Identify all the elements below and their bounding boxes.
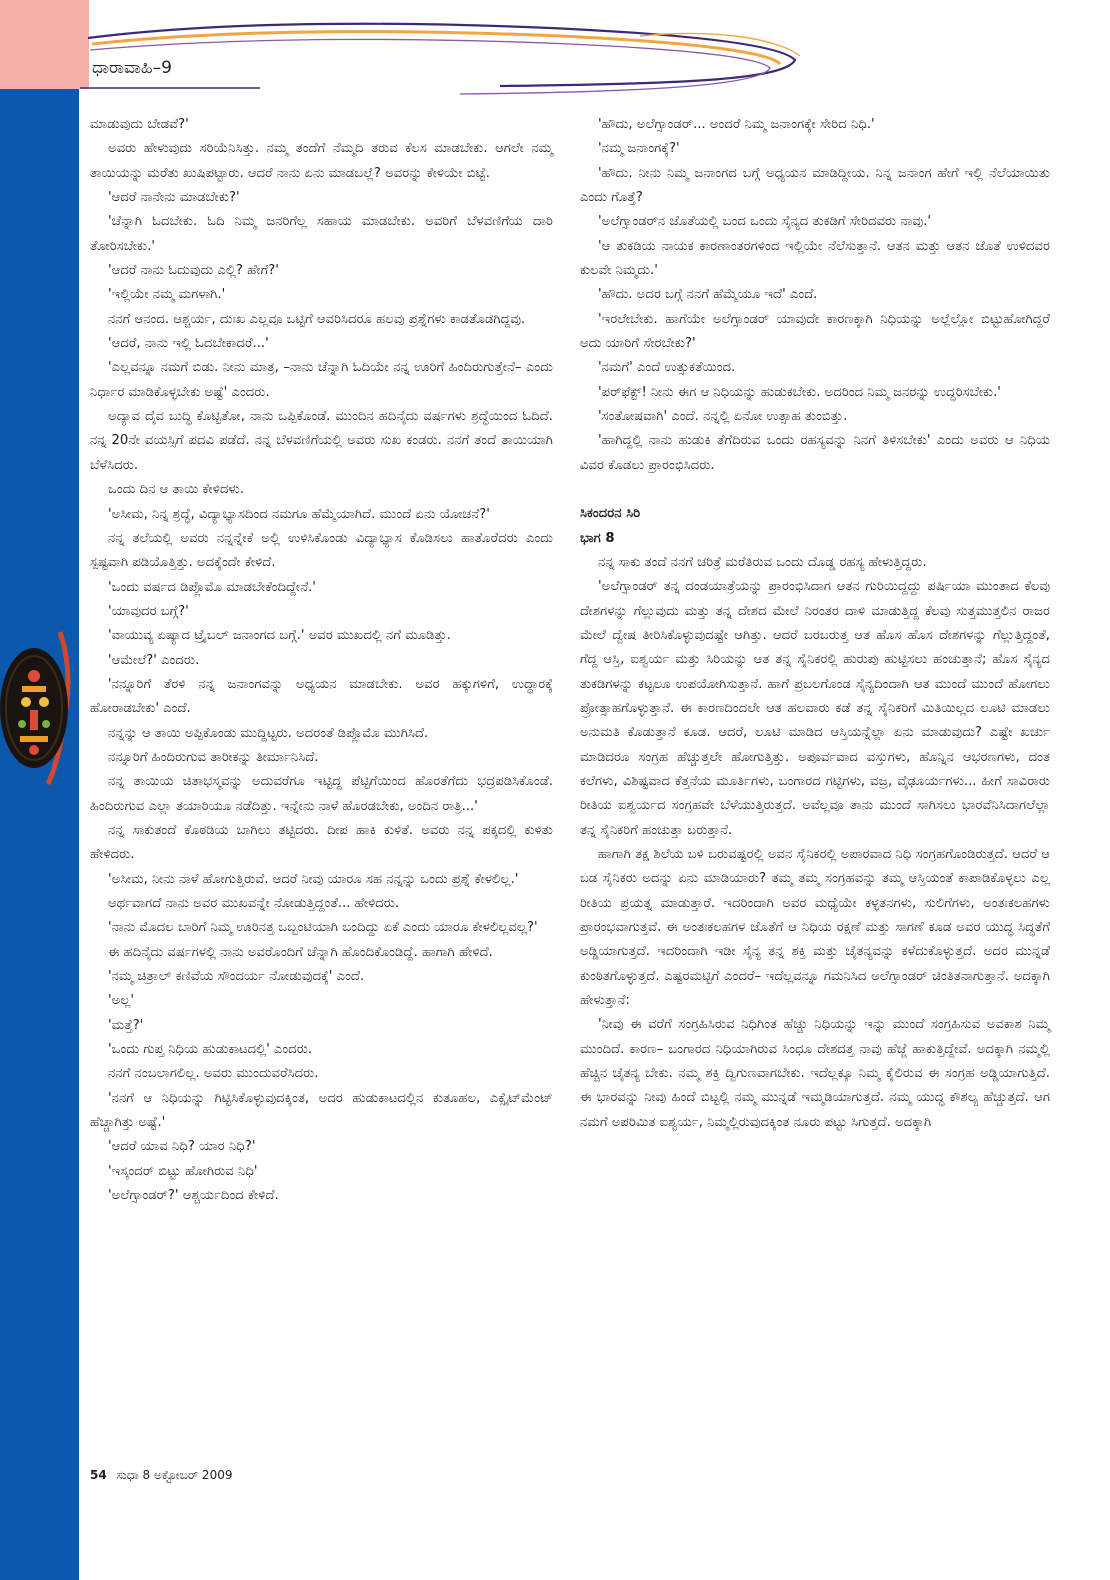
paragraph: 'ಹಾಗಿದ್ದಲ್ಲಿ ನಾನು ಹುಡುಕಿ ತೆಗೆದಿರುವ ಒಂದು ರಹಸ್ಯವನ್ನು ನಿನಗೆ ತಿಳಿಸಬೇಕು' ಎಂದು ಅವರು ಆ ನಿಧಿಯ ವಿವರ ಕೊಡಲು ಪ್ರಾರಂಭಿಸಿದರು. (580, 433, 1050, 473)
paragraph: 'ಆದರೆ ಯಾವ ನಿಧಿ? ಯಾರ ನಿಧಿ?' (108, 1139, 256, 1155)
page-footer (90, 1468, 232, 1483)
paragraph: ನನ್ನ ತಲೆಯಲ್ಲಿ ಅವರು ನನ್ನನ್ನೇಕೆ ಅಲ್ಲಿ ಉಳಿಸಿಕೊಂಡು ವಿದ್ಯಾಭ್ಯಾಸ ಕೊಡಿಸಲು ಹಾತೊರೆದರು ಎಂದು ಸ್ಪಷ್ಟವಾಗಿ ಪಡಿಯೊತ್ತಿತ್ತು. ಅದಕ್ಕೆಂದೇ ಕೇಳಿದೆ. (90, 530, 553, 571)
section-part: ಭಾಗ 8 (580, 530, 615, 546)
paragraph: 'ಅಸೀಮ, ನೀನು ನಾಳೆ ಹೋಗುತ್ತಿರುವೆ. ಆದರೆ ನೀವು ಯಾರೂ ಸಹ ನನ್ನನ್ನು ಒಂದು ಪ್ರಶ್ನೆ ಕೇಳಲಿಲ್ಲ.' (108, 871, 519, 887)
paragraph: 'ನನಗೆ ಆ ನಿಧಿಯನ್ನು ಗಿಟ್ಟಿಸಿಕೊಳ್ಳುವುದಕ್ಕಿಂತ, ಅದರ ಹುಡುಕಾಟದಲ್ಲಿನ ಕುತೂಹಲ, ಎಕ್ಸೈಟ್‌ಮೆಂಟ್ ಹೆಚ್ಚಾಗಿತ್ತು ಅಷ್ಟೆ.' (90, 1090, 553, 1131)
paragraph: ನನ್ನ ತಾಯಿಯ ಚಿತಾಭಸ್ಮವನ್ನು ಅದುವರೆಗೂ ಇಟ್ಟಿದ್ದ ಪೆಟ್ಟಿಗೆಯಿಂದ ಹೊರತೆಗೆದು ಭದ್ರಪಡಿಸಿಕೊಂಡೆ. ಹಿಂದಿರುಗುವ ಎಲ್ಲಾ ತಯಾರಿಯೂ ನಡೆದಿತ್ತು. ಇನ್ನೇನು ನಾಳೆ ಹೊರಡಬೇಕು, ಅಂದಿನ ರಾತ್ರಿ...' (90, 774, 553, 814)
page-number: 54 (90, 1468, 107, 1482)
paragraph: ಒಂದು ದಿನ ಆ ತಾಯಿ ಕೇಳಿದಳು. (108, 482, 245, 498)
paragraph: 'ಹೌದು. ನೀನು ನಿಮ್ಮ ಜನಾಂಗದ ಬಗ್ಗೆ ಅಧ್ಯಯನ ಮಾಡಿದ್ದೀಯ. ನಿನ್ನ ಜನಾಂಗ ಹೇಗೆ ಇಲ್ಲಿ ನೆಲೆಯಾಯಿತು ಎಂದು ಗೊತ್ತೆ? (580, 165, 1050, 206)
paragraph: 'ನನ್ನೂರಿಗೆ ತೆರಳಿ ನನ್ನ ಜನಾಂಗವನ್ನು ಅಧ್ಯಯನ ಮಾಡಬೇಕು. ಅವರ ಹಕ್ಕುಗಳಿಗೆ, ಉದ್ಧಾರಕ್ಕೆ ಹೋರಾಡಬೇಕು' ಎಂದೆ. (90, 676, 553, 717)
left-text-column (90, 113, 553, 1208)
paragraph: 'ಯಾವುದರ ಬಗ್ಗೆ?' (108, 603, 189, 619)
paragraph: ನನ್ನೂರಿಗೆ ಹಿಂದಿರುಗುವ ತಾರೀಕನ್ನು ತೀರ್ಮಾನಿಸಿದೆ. (108, 749, 319, 765)
paragraph: ನನಗೆ ನಂಬಲಾಗಲಿಲ್ಲ. ಅವರು ಮುಂದುವರೆಸಿದರು. (108, 1066, 319, 1082)
paragraph: 'ಇಸ್ಕಂದರ್ ಬಿಟ್ಟು ಹೋಗಿರುವ ನಿಧಿ' (108, 1163, 258, 1179)
paragraph: 'ಆ ತುಕಡಿಯ ನಾಯಕ ಕಾರಣಾಂತರಗಳಿಂದ ಇಲ್ಲಿಯೇ ನೆಲೆಸುತ್ತಾನೆ. ಆತನ ಮತ್ತು ಆತನ ಜೊತೆ ಉಳಿದವರ ಕುಲವೇ ನಿಮ್ಮದು.' (580, 238, 1050, 279)
paragraph: ನನ್ನ ಸಾಕುತಂದೆ ಕೊಠಡಿಯ ಬಾಗಿಲು ತಟ್ಟಿದರು. ದೀಪ ಹಾಕಿ ಕುಳಿತೆ. ಅವರು ನನ್ನ ಪಕ್ಕದಲ್ಲಿ ಕುಳಿತು ಹೇಳಿದರು. (90, 822, 553, 863)
paragraph: 'ಅಲೆಗ್ಸಾಂಡರ್‌ನ ಜೊತೆಯಲ್ಲಿ ಬಂದ ಒಂದು ಸೈನ್ಯದ ತುಕಡಿಗೆ ಸೇರಿದವರು ನಾವು.' (598, 214, 931, 230)
paragraph: 'ಒಂದು ವರ್ಷದ ಡಿಪ್ಲೊಮೊ ಮಾಡಬೇಕೆಂದಿದ್ದೇನೆ.' (108, 579, 316, 595)
paragraph: 'ಒಂದು ಗುಪ್ತ ನಿಧಿಯ ಹುಡುಕಾಟದಲ್ಲಿ' ಎಂದರು. (108, 1042, 313, 1058)
paragraph: 'ಆದರೆ ನಾನು ಓದುವುದು ಎಲ್ಲಿ? ಹೇಗೆ?' (108, 263, 279, 279)
paragraph: ನನಗೆ ಆನಂದ. ಆಶ್ಚರ್ಯ, ದುಃಖ ಎಲ್ಲವೂ ಒಟ್ಟಿಗೆ ಆವರಿಸಿದರೂ ಹಲವು ಪ್ರಶ್ನೆಗಳು ಕಾಡತೊಡಗಿದ್ದವು. (108, 311, 526, 327)
paragraph: 'ಇಲ್ಲಿಯೇ ನಮ್ಮ ಮಗಳಾಗಿ.' (108, 287, 226, 303)
issue-date: 8 ಅಕ್ಟೋಬರ್ 2009 (142, 1468, 233, 1482)
right-text-column (580, 113, 1050, 1135)
paragraph: 'ಅಲ್ಲ' (108, 993, 135, 1009)
paragraph: 'ಅಸೀಮ, ನಿನ್ನ ಶ್ರದ್ಧೆ, ವಿದ್ಯಾಭ್ಯಾಸದಿಂದ ನಮಗೂ ಹೆಮ್ಮೆಯಾಗಿದೆ. ಮುಂದೆ ಏನು ಯೋಚನೆ?' (108, 506, 490, 522)
paragraph: ಈ ಹದಿನೈದು ವರ್ಷಗಳಲ್ಲಿ ನಾನು ಅವರೊಂದಿಗೆ ಚೆನ್ನಾಗಿ ಹೊಂದಿಕೊಂಡಿದ್ದೆ. ಹಾಗಾಗಿ ಹೇಳಿದೆ. (108, 944, 493, 960)
paragraph: 'ಮತ್ತೆ?' (108, 1017, 144, 1033)
paragraph: 'ಚೆನ್ನಾಗಿ ಓದಬೇಕು. ಓದಿ ನಿಮ್ಮ ಜನರಿಗೆಲ್ಲ ಸಹಾಯ ಮಾಡಬೇಕು. ಅವರಿಗೆ ಬೆಳವಣಿಗೆಯ ದಾರಿ ತೋರಿಸಬೇಕು.' (90, 214, 553, 254)
right-column-part-b (580, 551, 1050, 1135)
paragraph: 'ನಮಗೆ' ಎಂದೆ ಉತ್ಸುಕತೆಯಿಂದ. (598, 360, 736, 376)
paragraph: 'ಹೌದು. ಅದರ ಬಗ್ಗೆ ನನಗೆ ಹೆಮ್ಮೆಯೂ ಇದೆ' ಎಂದೆ. (598, 287, 818, 303)
paragraph: 'ಸಂತೋಷವಾಗಿ' ಎಂದೆ. ನನ್ನಲ್ಲಿ ಏನೋ ಉತ್ಸಾಹ ತುಂಬಿತ್ತು. (598, 409, 848, 425)
paragraph: 'ವಾಯುವ್ಯ ಏಷ್ಯಾದ ಟ್ರೈಬಲ್ ಜನಾಂಗದ ಬಗ್ಗೆ.' ಅವರ ಮುಖದಲ್ಲಿ ನಗೆ ಮೂಡಿತ್ತು. (108, 628, 451, 644)
paragraph: 'ಅಲೆಗ್ಸಾಂಡರ್ ತನ್ನ ದಂಡಯಾತ್ರೆಯನ್ನು ಪ್ರಾರಂಭಿಸಿದಾಗ ಆತನ ಗುರಿಯಿದ್ದದ್ದು ಪರ್ಷಿಯಾ ಮುಂತಾದ ಕೆಲವು ದೇಶಗಳನ್ನು ಗೆಲ್ಲುವುದು ಮತ್ತು ತನ್ನ ದೇಶದ ಮೇಲೆ ನಿರಂತರ ದಾಳಿ ಮಾಡುತ್ತಿದ್ದ ಕೆಲವು ಸುತ್ತಮುತ್ತಲಿನ ರಾಜರ ಮೇಲೆ ದ್ವೇಷ ತೀರಿಸಿಕೊಳ್ಳುವುದಷ್ಟೇ ಆಗಿತ್ತು. ಆದರೆ ಬರಬರುತ್ತ ಆತ ಹೊಸ ಹೊಸ ದೇಶಗಳನ್ನು ಗೆಲ್ಲುತ್ತಿದ್ದಂತೆ, ಗೆದ್ದ ಆಸ್ತಿ, ಐಶ್ವರ್ಯ ಮತ್ತು ಸಿರಿಯನ್ನು ಆತ ತನ್ನ ಸೈನಿಕರಲ್ಲಿ ಹುರುಪು ಹುಟ್ಟಿಸಲು ಹಂಚುತ್ತಾನೆ; ಹೊಸ ಸೈನ್ಯದ ತುಕಡಿಗಳನ್ನು ಕಟ್ಟಲೂ ಉಪಯೋಗಿಸುತ್ತಾನೆ. ಹಾಗೆ ಪ್ರಬಲಗೊಂಡ ಸೈನ್ಯದಿಂದಾಗಿ ಆತ ಮುಂದೆ ಮುಂದೆ ಹೋಗಲು ಪ್ರೋತ್ಸಾಹಗೊಳ್ಳುತ್ತಾನೆ. ಈ ಕಾರಣದಿಂದಲೇ ಆತ ಹಲವಾರು ಕಡೆ ತನ್ನ ಸೈನಿಕರಿಗೆ ಮಿತಿಯಿಲ್ಲದ ಲೂಟಿ ಮಾಡಲು ಅನುಮತಿ ಕೊಡುತ್ತಾನೆ ಕೂಡ. ಆದರೆ, ಲೂಟಿ ಮಾಡಿದ ಆಸ್ತಿಯನ್ನೆಲ್ಲಾ ಏನು ಮಾಡುವುದು? ಎಷ್ಟೇ ಖರ್ಚು ಮಾಡಿದರೂ ಸಂಗ್ರಹ ಹೆಚ್ಚುತ್ತಲೇ ಹೋಗುತ್ತಿತ್ತು. ಅಪೂರ್ವವಾದ ವಸ್ತುಗಳು, ಹೊನ್ನಿನ ಆಭರಣಗಳು, ದಂತ ಕಲೆಗಳು, ವಿಶಿಷ್ಟವಾದ ಕೆತ್ತನೆಯ ಮೂರ್ತಿಗಳು, ಬಂಗಾರದ ಗಟ್ಟಿಗಳು, ವಜ್ರ, ವೈಢೂರ್ಯಗಳು... ಹೀಗೆ ಸಾವಿರಾರು ರೀತಿಯ ಐಶ್ವರ್ಯದ ಸಂಗ್ರಹವೇ ಬೆಳೆಯುತ್ತಿರುತ್ತದೆ. ಅವೆಲ್ಲವೂ ತಾನು ಮುಂದೆ ಸಾಗಿಸಲು ಭಾರವೆನಿಸಿದಾಗಲೆಲ್ಲಾ ತನ್ನ ಸೈನಿಕರಿಗೆ ಹಂಚುತ್ತಾ ಬರುತ್ತಾನೆ. (580, 579, 1050, 838)
paragraph: 'ಆಮೇಲೆ?' ಎಂದರು. (108, 652, 200, 668)
corner-pink-block (0, 0, 89, 89)
paragraph: 'ಎಲ್ಲವನ್ನೂ ನಮಗೆ ಬಿಡು. ನೀನು ಮಾತ್ರ, –ನಾನು ಚೆನ್ನಾಗಿ ಓದಿಯೇ ನನ್ನ ಊರಿಗೆ ಹಿಂದಿರುಗುತ್ತೇನೆ– ಎಂದು ನಿರ್ಧಾರ ಮಾಡಿಕೊಳ್ಳಬೇಕು ಅಷ್ಟೆ' ಎಂದರು. (90, 360, 553, 400)
paragraph: 'ಹೌದು, ಅಲೆಗ್ಸಾಂಡರ್... ಅಂದರೆ ನಿಮ್ಮ ಜನಾಂಗಕ್ಕೇ ಸೇರಿದ ನಿಧಿ.' (598, 117, 875, 132)
right-column-part-a (580, 113, 1050, 478)
section-title: ಸಿಕಂದರನ ಸಿರಿ (580, 506, 641, 522)
left-blue-bar (0, 0, 79, 1580)
paragraph: ಅದ್ಯಾವ ದೈವ ಬುದ್ಧಿ ಕೊಟ್ಟಿತೋ, ನಾನು ಒಪ್ಪಿಕೊಂಡೆ. ಮುಂದಿನ ಹದಿನೈದು ವರ್ಷಗಳು ಶ್ರದ್ಧೆಯಿಂದ ಓದಿದೆ. ನನ್ನ 20ನೇ ವಯಸ್ಸಿಗೆ ಪದವಿ ಪಡೆದೆ. ನನ್ನ ಬೆಳವಣಿಗೆಯಲ್ಲಿ ಅವರು ಸುಖ ಕಂಡರು. ನನಗೆ ತಂದೆ ತಾಯಿಯಾಗಿ ಬೆಳೆಸಿದರು. (90, 409, 553, 473)
paragraph: 'ಆದರೆ ನಾನೇನು ಮಾಡಬೇಕು?' (108, 190, 240, 206)
paragraph: 'ನಮ್ಮ ಜನಾಂಗಕ್ಕೆ?' (598, 141, 680, 157)
paragraph: 'ಆದರೆ, ನಾನು ಇಲ್ಲಿ ಓದಬೇಕಾದರೆ...' (108, 336, 269, 352)
paragraph: 'ನಮ್ಮ ಚಿತ್ರಾಲ್ ಕಣಿವೆಯ ಸೌಂದರ್ಯ ನೋಡುವುದಕ್ಕೆ' ಎಂದೆ. (108, 969, 365, 985)
paragraph: 'ನೀವು ಈ ವರೆಗೆ ಸಂಗ್ರಹಿಸಿರುವ ನಿಧಿಗಿಂತ ಹೆಚ್ಚು ನಿಧಿಯನ್ನು ಇನ್ನು ಮುಂದೆ ಸಂಗ್ರಹಿಸುವ ಅವಕಾಶ ನಿಮ್ಮ ಮುಂದಿದೆ. ಕಾರಣ– ಬಂಗಾರದ ನಿಧಿಯಾಗಿರುವ ಸಿಂಧೂ ದೇಶದತ್ತ ನಾವು ಹೆಜ್ಜೆ ಹಾಕುತ್ತಿದ್ದೇವೆ. ಅದಕ್ಕಾಗಿ ನಮ್ಮಲ್ಲಿ ಹೆಚ್ಚಿನ ಚೈತನ್ಯ ಬೇಕು. ನಮ್ಮ ಶಕ್ತಿ ದ್ವಿಗುಣವಾಗಬೇಕು. ಇದೆಲ್ಲಕ್ಕೂ ನಿಮ್ಮ ಕೈಲಿರುವ ಈ ಸಂಗ್ರಹ ಅಡ್ಡಿಯಾಗುತ್ತಿದೆ. ಈ ಭಾರವನ್ನು ನೀವು ಹಿಂದೆ ಬಿಟ್ಟಲ್ಲಿ ನಮ್ಮ ಮುನ್ನಡೆ ಇಮ್ಮಡಿಯಾಗುತ್ತದೆ. ನಮ್ಮ ಯುದ್ಧ ಕೌಶಲ್ಯ ಹೆಚ್ಚುತ್ತದೆ. ಆಗ ನಮಗೆ ಅಪರಿಮಿತ ಐಶ್ವರ್ಯ, ನಿಮ್ಮಲ್ಲಿರುವುದಕ್ಕಿಂತ ನೂರು ಪಟ್ಟು ಸಿಗುತ್ತದೆ. ಅದಕ್ಕಾಗಿ (580, 1017, 1050, 1130)
paragraph: 'ಅಲೆಗ್ಸಾಂಡರ್?' ಆಶ್ಚರ್ಯದಿಂದ ಕೇಳಿದೆ. (108, 1188, 279, 1204)
paragraph: ಮಾಡುವುದು ಬೇಡವೆ?' (90, 117, 189, 132)
paragraph: ನನ್ನ ಸಾಕು ತಂದೆ ನನಗೆ ಚರಿತ್ರೆ ಮರೆತಿರುವ ಒಂದು ದೊಡ್ಡ ರಹಸ್ಯ ಹೇಳುತ್ತಿದ್ದರು. (598, 554, 927, 570)
tribal-emblem-icon (0, 628, 76, 788)
paragraph: 'ನಾನು ಮೊದಲ ಬಾರಿಗೆ ನಿಮ್ಮ ಊರಿನತ್ತ ಒಬ್ಬಂಟಿಯಾಗಿ ಬಂದಿದ್ದು ಏಕೆ ಎಂದು ಯಾರೂ ಕೇಳಲಿಲ್ಲವಲ್ಲ?' (108, 920, 538, 936)
magazine-name: ಸುಧಾ (116, 1468, 139, 1482)
paragraph: ಅವರು ಹೇಳುವುದು ಸರಿಯೆನಿಸಿತ್ತು. ನಮ್ಮ ತಂದೆಗೆ ನೆಮ್ಮದಿ ತರುವ ಕೆಲಸ ಮಾಡಬೇಕು. ಆಗಲೇ ನಮ್ಮ ತಾಯಿಯನ್ನು ಮರೆತು ಖುಷಿಪಟ್ಟಾರು. ಆದರೆ ನಾನು ಏನು ಮಾಡಬಲ್ಲೆ? ಅವರನ್ನು ಕೇಳಿಯೇ ಬಿಟ್ಟೆ. (90, 141, 553, 181)
paragraph: 'ಇರಲೇಬೇಕು. ಹಾಗೆಯೇ ಅಲೆಗ್ಸಾಂಡರ್ ಯಾವುದೇ ಕಾರಣಕ್ಕಾಗಿ ನಿಧಿಯನ್ನು ಅಲ್ಲೆಲ್ಲೋ ಬಿಟ್ಟುಹೋಗಿದ್ದರೆ ಅದು ಯಾರಿಗೆ ಸೇರಬೇಕು?' (580, 311, 1050, 352)
paragraph: ಅರ್ಥವಾಗದೆ ನಾನು ಅವರ ಮುಖವನ್ನೇ ನೋಡುತ್ತಿದ್ದಂತೆ... ಹೇಳಿದರು. (108, 896, 400, 911)
series-label: ಧಾರಾವಾಹಿ–9 (92, 58, 172, 78)
header-swoosh-decoration (80, 0, 820, 110)
paragraph: ನನ್ನನ್ನು ಆ ತಾಯಿ ಅಪ್ಪಿಕೊಂಡು ಮುದ್ದಿಟ್ಟರು. ಅದರಂತೆ ಡಿಪ್ಲೊಮೊ ಮುಗಿಸಿದೆ. (108, 725, 429, 741)
paragraph: 'ಪರ್‌ಫೆಕ್ಟ್! ನೀನು ಈಗ ಆ ನಿಧಿಯನ್ನು ಹುಡುಕಬೇಕು. ಅದರಿಂದ ನಿಮ್ಮ ಜನರನ್ನು ಉದ್ಧರಿಸಬೇಕು.' (598, 384, 1001, 400)
paragraph: ಹಾಗಾಗಿ ತಕ್ಷ ಶಿಲೆಯ ಬಳಿ ಬರುವಷ್ಟರಲ್ಲಿ ಅವನ ಸೈನಿಕರಲ್ಲಿ ಅಪಾರವಾದ ನಿಧಿ ಸಂಗ್ರಹಗೊಂಡಿರುತ್ತದೆ. ಆದರೆ ಆ ಬಡ ಸೈನಿಕರು ಅದನ್ನು ಏನು ಮಾಡಿಯಾರು? ತಮ್ಮ ತಮ್ಮ ಸಂಗ್ರಹವನ್ನು ತಮ್ಮ ಆಸ್ತಿಯಂತೆ ಕಾಪಾಡಿಕೊಳ್ಳಲು ಎಲ್ಲ ರೀತಿಯ ಪ್ರಯತ್ನ ಮಾಡುತ್ತಾರೆ. ಇದರಿಂದಾಗಿ ಅವರ ಮಧ್ಯೆಯೇ ಕಳ್ಳತನಗಳು, ಸುಲಿಗೆಗಳು, ಅಂತಃಕಲಹಗಳು ಪ್ರಾರಂಭವಾಗುತ್ತವೆ. ಈ ಅಂತಃಕಲಹಗಳ ಜೊತೆಗೆ ಆ ನಿಧಿಯ ರಕ್ಷಣೆ ಮತ್ತು ಸಾಗಣೆ ಕೂಡ ಅವರ ಯುದ್ಧ ಸಿದ್ಧತೆಗೆ ಅಡ್ಡಿಯಾಗುತ್ತದೆ. ಇದರಿಂದಾಗಿ ಇಡೀ ಸೈನ್ಯ ತನ್ನ ಶಕ್ತಿ ಮತ್ತು ಚೈತನ್ಯವನ್ನು ಕಳೆದುಕೊಳ್ಳುತ್ತದೆ. ಅದರ ಮುನ್ನಡೆ ಕುಂಠಿತಗೊಳ್ಳುತ್ತದೆ. ಎಷ್ಟರಮಟ್ಟಿಗೆ ಎಂದರೆ– ಇದೆಲ್ಲವನ್ನೂ ಗಮನಿಸಿದ ಅಲೆಗ್ಸಾಂಡರ್ ಚಿಂತಿತನಾಗುತ್ತಾನೆ. ಅದಕ್ಕಾಗಿ ಹೇಳುತ್ತಾನೆ: (580, 846, 1050, 1009)
